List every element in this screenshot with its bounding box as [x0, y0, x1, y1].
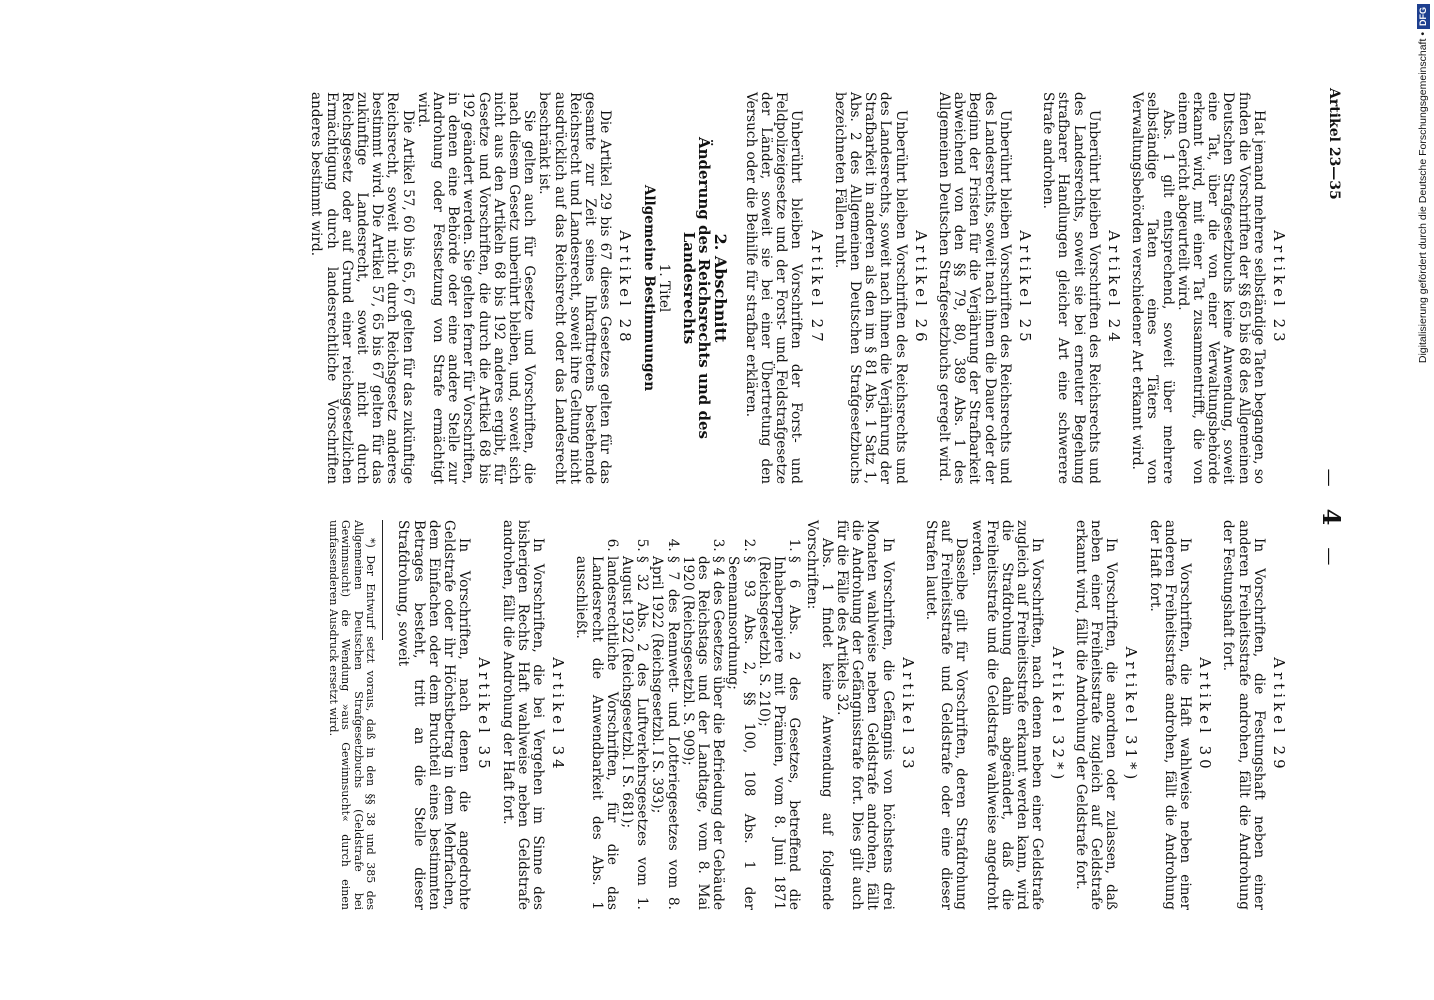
article-24-paragraph-1: Unberührt bleiben Vorschriften des Reichsrechts und des Landesrechts, soweit sie bei erneuter Begehung strafbarer Handlungen gleicher Art eine schwerere Strafe androhen. — [1040, 92, 1102, 484]
running-title: Artikel 23—35 — [1326, 88, 1342, 200]
list-item: 3. § 4 des Gesetzes über die Befriedung der Gebäude des Reichstags und der Landtage, vom 8. Mai 1920 (Reichsgesetzbl. S. 909); — [680, 556, 726, 910]
digitization-credit — [1415, 4, 1433, 994]
article-28-paragraph-1: Die Artikel 29 bis 67 dieses Gesetzes gelten für das gesamte zur Zeit seines Inkrafttretens bestehende Reichsrecht und Landesrecht, soweit ihre Geltung nicht ausdrücklich auf das Reichsrecht oder das Landesrecht beschränkt ist. — [536, 92, 614, 484]
article-23-paragraph-2: Abs. 1 gilt entsprechend, soweit über mehrere selbständige Taten eines Täters von Verwaltungsbehörden verschiedener Art erkannt wird. — [1129, 92, 1176, 484]
article-33-list — [573, 520, 801, 910]
article-31-paragraph-1: In Vorschriften, die anordnen oder zulassen, daß neben einer Freiheitsstrafe zugleich auf Geldstrafe erkannt wird, fällt die Androhung der Geldstrafe fort. — [1072, 520, 1120, 910]
article-29-paragraph-1: In Vorschriften, die Festungshaft neben einer anderen Freiheitsstrafe androhen, fällt die Androhung der Festungshaft fort. — [1220, 520, 1267, 910]
article-33-paragraph-2: Abs. 1 findet keine Anwendung auf folgende Vorschriften: — [803, 520, 835, 910]
page-number: 4 — [1317, 508, 1346, 528]
article-32-paragraph-1: In Vorschriften, nach denen neben einer Geldstrafe zugleich auf Freiheitsstrafe erkannt werden kann, wird die Strafdrohung dahin abgeändert, daß die Freiheitsstrafe und die Geldstrafe wahlweise angedroht werden. — [968, 520, 1046, 910]
article-23-paragraph-1: Hat jemand mehrere selbständige Taten begangen, so finden die Vorschriften der §§ 65 bis 68 des Allgemeinen Deutschen Strafgesetzbuchs keine Anwendung, soweit eine Tat, über die von einer Verwaltungsbehörde erkannt wird, mit einer Tat zusammentrifft, die von einem Gericht abgeurteilt wird. — [1174, 92, 1267, 484]
article-27-paragraph-1: Unberührt bleiben Vorschriften der Forst- und Feldpolizeigesetze und der Forst- und Feldstrafgesetze der Länder, soweit sie bei einer Übertretung den Versuch oder die Beihilfe für strafbar erklären. — [742, 92, 805, 484]
article-34-heading: Artikel 34 — [549, 657, 568, 773]
article-30-heading: Artikel 30 — [1196, 657, 1215, 773]
article-26-heading: Artikel 26 — [911, 230, 930, 346]
list-item: 2. § 93 Abs. 2, §§ 100, 108 Abs. 1 der Seemannsordnung; — [725, 556, 755, 910]
article-23-heading: Artikel 23 — [1270, 230, 1288, 346]
titel-heading — [640, 92, 670, 484]
titel-number: 1. Titel — [655, 263, 672, 313]
article-32-heading: Artikel 32*) — [1048, 646, 1067, 784]
list-item: 1. § 6 Abs. 2 des Gesetzes, betreffend die Inhaberpapiere mit Prämien, vom 8. Juni 1871 (Reichsgesetzbl. S. 210); — [756, 556, 802, 910]
article-35-heading: Artikel 35 — [475, 657, 494, 773]
article-29-heading: Artikel 29 — [1270, 657, 1288, 773]
article-25-heading: Artikel 25 — [1015, 230, 1034, 346]
section-number: 2. Abschnitt — [711, 233, 731, 343]
article-35-paragraph-1: In Vorschriften, nach denen die angedrohte Geldstrafe oder ihr Höchstbetrag in dem Mehrfachen, dem Einfachen oder dem Bruchteil eines bestimmten Betrages besteht, tritt an die Stelle dieser Strafdrohung, soweit — [395, 520, 473, 910]
titel-name: Allgemeine Bestimmungen — [640, 184, 657, 392]
article-30-paragraph-1: In Vorschriften, die Haft wahlweise neben einer anderen Freiheitsstrafe androhen, fällt die Androhung der Haft fort. — [1146, 520, 1193, 910]
article-33-heading: Artikel 33 — [898, 657, 917, 773]
article-27-heading: Artikel 27 — [807, 230, 826, 346]
list-item: 4. § 7 des Rennwett- und Lotteriegesetzes vom 8. April 1922 (Reichsgesetzbl. I S. 393); — [649, 556, 679, 910]
dash-right: — — [1319, 547, 1340, 568]
article-28-paragraph-3: Die Artikel 57, 60 bis 65, 67 gelten für das zukünftige Reichsrecht, soweit nicht durch Reichsgesetz anderes bestimmt wird. Die Artikel 57, 65 bis 67 gelten für das zukünftige Landesrecht, soweit nicht durch Reichsgesetz oder auf Grund einer reichsgesetzlichen Ermächtigung durch landesrechtliche Vorschriften anderes bestimmt wird. — [308, 92, 416, 484]
article-33-paragraph-1: In Vorschriften, die Gefängnis von höchstens drei Monaten wahlweise neben Geldstrafe androhen, fällt die Androhung der Gefängnisstrafe fort. Dies gilt auch für die Fälle des Artikels 32. — [833, 520, 896, 910]
right-column — [326, 520, 1294, 910]
article-28-paragraph-2: Sie gelten auch für Gesetze und Vorschriften, die nach diesem Gesetz unberührt bleiben, und, soweit sich nicht aus den Artikeln 68 bis 192 anderes ergibt, für Gesetze und Vorschriften, die durch die Artikel 68 bis 192 geändert werden. Sie gelten ferner für Vorschriften, in denen eine Behörde oder eine andere Stelle zur Androhung oder Festsetzung von Strafe ermächtigt wird. — [414, 92, 538, 484]
section-name: Änderung des Reichsrechts und des Landesrechts — [680, 137, 714, 439]
left-column — [308, 92, 1294, 484]
dfg-logo: DFG — [1417, 4, 1430, 29]
credit-text: Digitalisierung gefördert durch die Deutsche Forschungsgemeinschaft • — [1417, 32, 1429, 364]
footnote: *) Der Entwurf setzt voraus, daß in den §§ 38 und 385 des Allgemeinen Deutschen Strafgesetzbuchs (Geldstrafe bei Gewinnsucht) die Wendung »aus Gewinnsucht« durch einen umfassenderen Ausdruck ersetzt wird. — [326, 520, 378, 910]
article-28-heading: Artikel 28 — [616, 230, 635, 346]
page-number-line — [1317, 408, 1346, 628]
article-24-heading: Artikel 24 — [1104, 230, 1123, 346]
list-item: 6. landesrechtliche Vorschriften, für die das Landesrecht die Anwendbarkeit des Abs. 1 ausschließt. — [573, 556, 619, 910]
dash-left: — — [1319, 468, 1340, 489]
article-25-paragraph-1: Unberührt bleiben Vorschriften des Reichsrechts und des Landesrechts, soweit nach ihnen die Dauer oder der Beginn der Fristen für die Verjährung der Strafbarkeit abweichend von den §§ 79, 80, 389 Abs. 1 des Allgemeinen Deutschen Strafgesetzbuchs geregelt wird. — [935, 92, 1013, 484]
article-31-heading: Artikel 31*) — [1122, 646, 1141, 784]
section-heading — [681, 92, 729, 484]
article-34-paragraph-1: In Vorschriften, die bei Vergehen im Sinne des bisherigen Rechts Haft wahlweise neben Geldstrafe androhen, fällt die Androhung der Haft fort. — [499, 520, 547, 910]
article-26-paragraph-1: Unberührt bleiben Vorschriften des Reichsrechts und des Landesrechts, soweit nach ihnen die Verjährung der Strafbarkeit in anderen als den im § 81 Abs. 1 Satz 1, Abs. 2 des Allgemeinen Deutschen Strafgesetzbuchs bezeichneten Fällen ruht. — [831, 92, 909, 484]
footnote-rule — [382, 520, 383, 640]
article-32-paragraph-2: Dasselbe gilt für Vorschriften, deren Strafdrohung auf Freiheitsstrafe und Geldstrafe oder eine dieser Strafen lautet. — [922, 520, 970, 910]
list-item: 5. § 32 Abs. 2 des Luftverkehrsgesetzes vom 1. August 1922 (Reichsgesetzbl. I S. 681); — [619, 556, 649, 910]
